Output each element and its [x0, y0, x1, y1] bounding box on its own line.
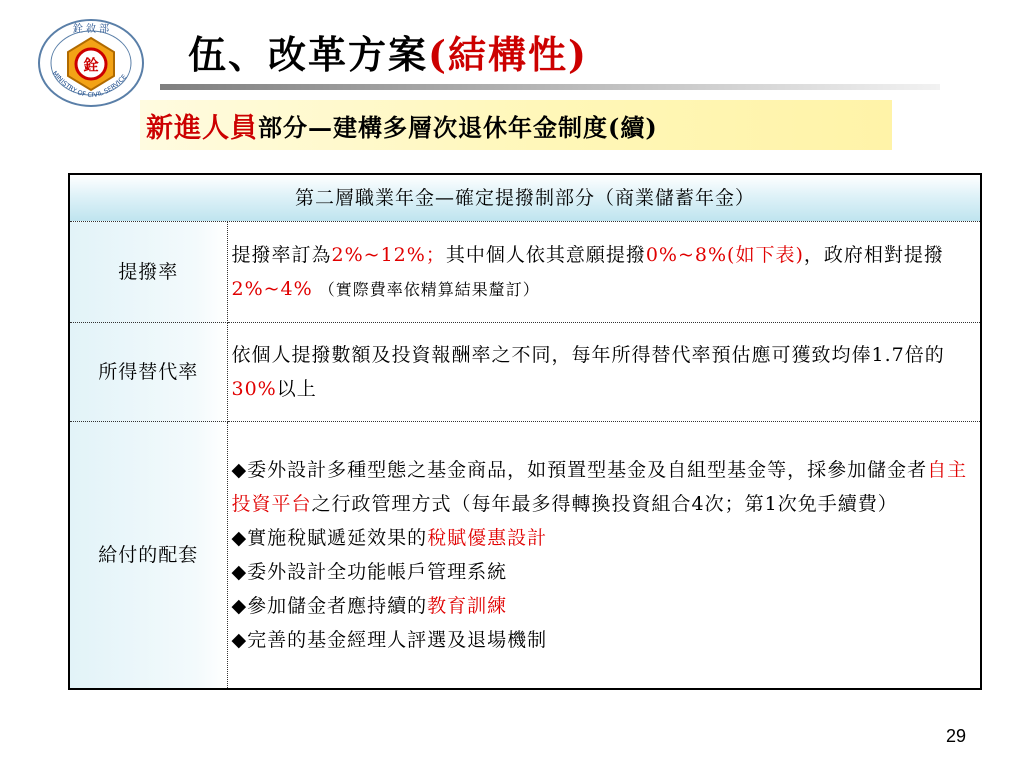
subtitle-text: 部分—建構多層次退休年金制度(續): [258, 112, 658, 142]
table-row: [69, 222, 981, 323]
table-header-row: [69, 174, 981, 222]
row-label-benefit-measures: 給付的配套: [69, 422, 227, 690]
title-divider: [160, 84, 940, 90]
logo-top-text: 銓 敘 部: [72, 24, 110, 35]
row-content-benefit-measures: [227, 422, 981, 690]
pension-table: [68, 173, 982, 690]
bullet-item: ◆參加儲金者應持續的教育訓練: [231, 595, 508, 617]
table-row: [69, 323, 981, 422]
page-number: 29: [946, 726, 967, 746]
row-content-replacement-rate: 依個人提撥數額及投資報酬率之不同，每年所得替代率預估應可獲致均俸1.7倍的30%以上: [227, 323, 981, 422]
title-main: 伍、改革方案: [188, 32, 429, 77]
title-paren: (結構性): [428, 32, 588, 77]
row-label-replacement-rate: 所得替代率: [69, 323, 227, 422]
row-content-contribution-rate: 提撥率訂為2%~12%；其中個人依其意願提撥0%~8%(如下表)，政府相對提撥2%~4% （實際費率依精算結果釐訂）: [227, 222, 981, 323]
logo-ring-text: MINISTRY OF CIVIL SERVICE: [50, 69, 129, 100]
ministry-logo: [36, 18, 146, 108]
table-row: [69, 422, 981, 690]
page-title: [188, 24, 588, 79]
subtitle-highlight: 新進人員: [146, 112, 258, 144]
row-label-contribution-rate: 提撥率: [69, 222, 227, 323]
table-header: 第二層職業年金—確定提撥制部分（商業儲蓄年金）: [69, 174, 981, 222]
bullet-item: ◆實施稅賦遞延效果的稅賦優惠設計: [231, 527, 548, 549]
subtitle-banner: [140, 100, 892, 150]
logo-center-text: 銓: [83, 56, 99, 74]
bullet-item: ◆委外設計多種型態之基金商品，如預置型基金及自組型基金等，採參加儲金者自主投資平台之行政管理方式（每年最多得轉換投資組合4次；第1次免手續費）: [231, 459, 968, 515]
bullet-item: ◆完善的基金經理人評選及退場機制: [231, 629, 548, 651]
bullet-item: ◆委外設計全功能帳戶管理系統: [231, 561, 508, 583]
